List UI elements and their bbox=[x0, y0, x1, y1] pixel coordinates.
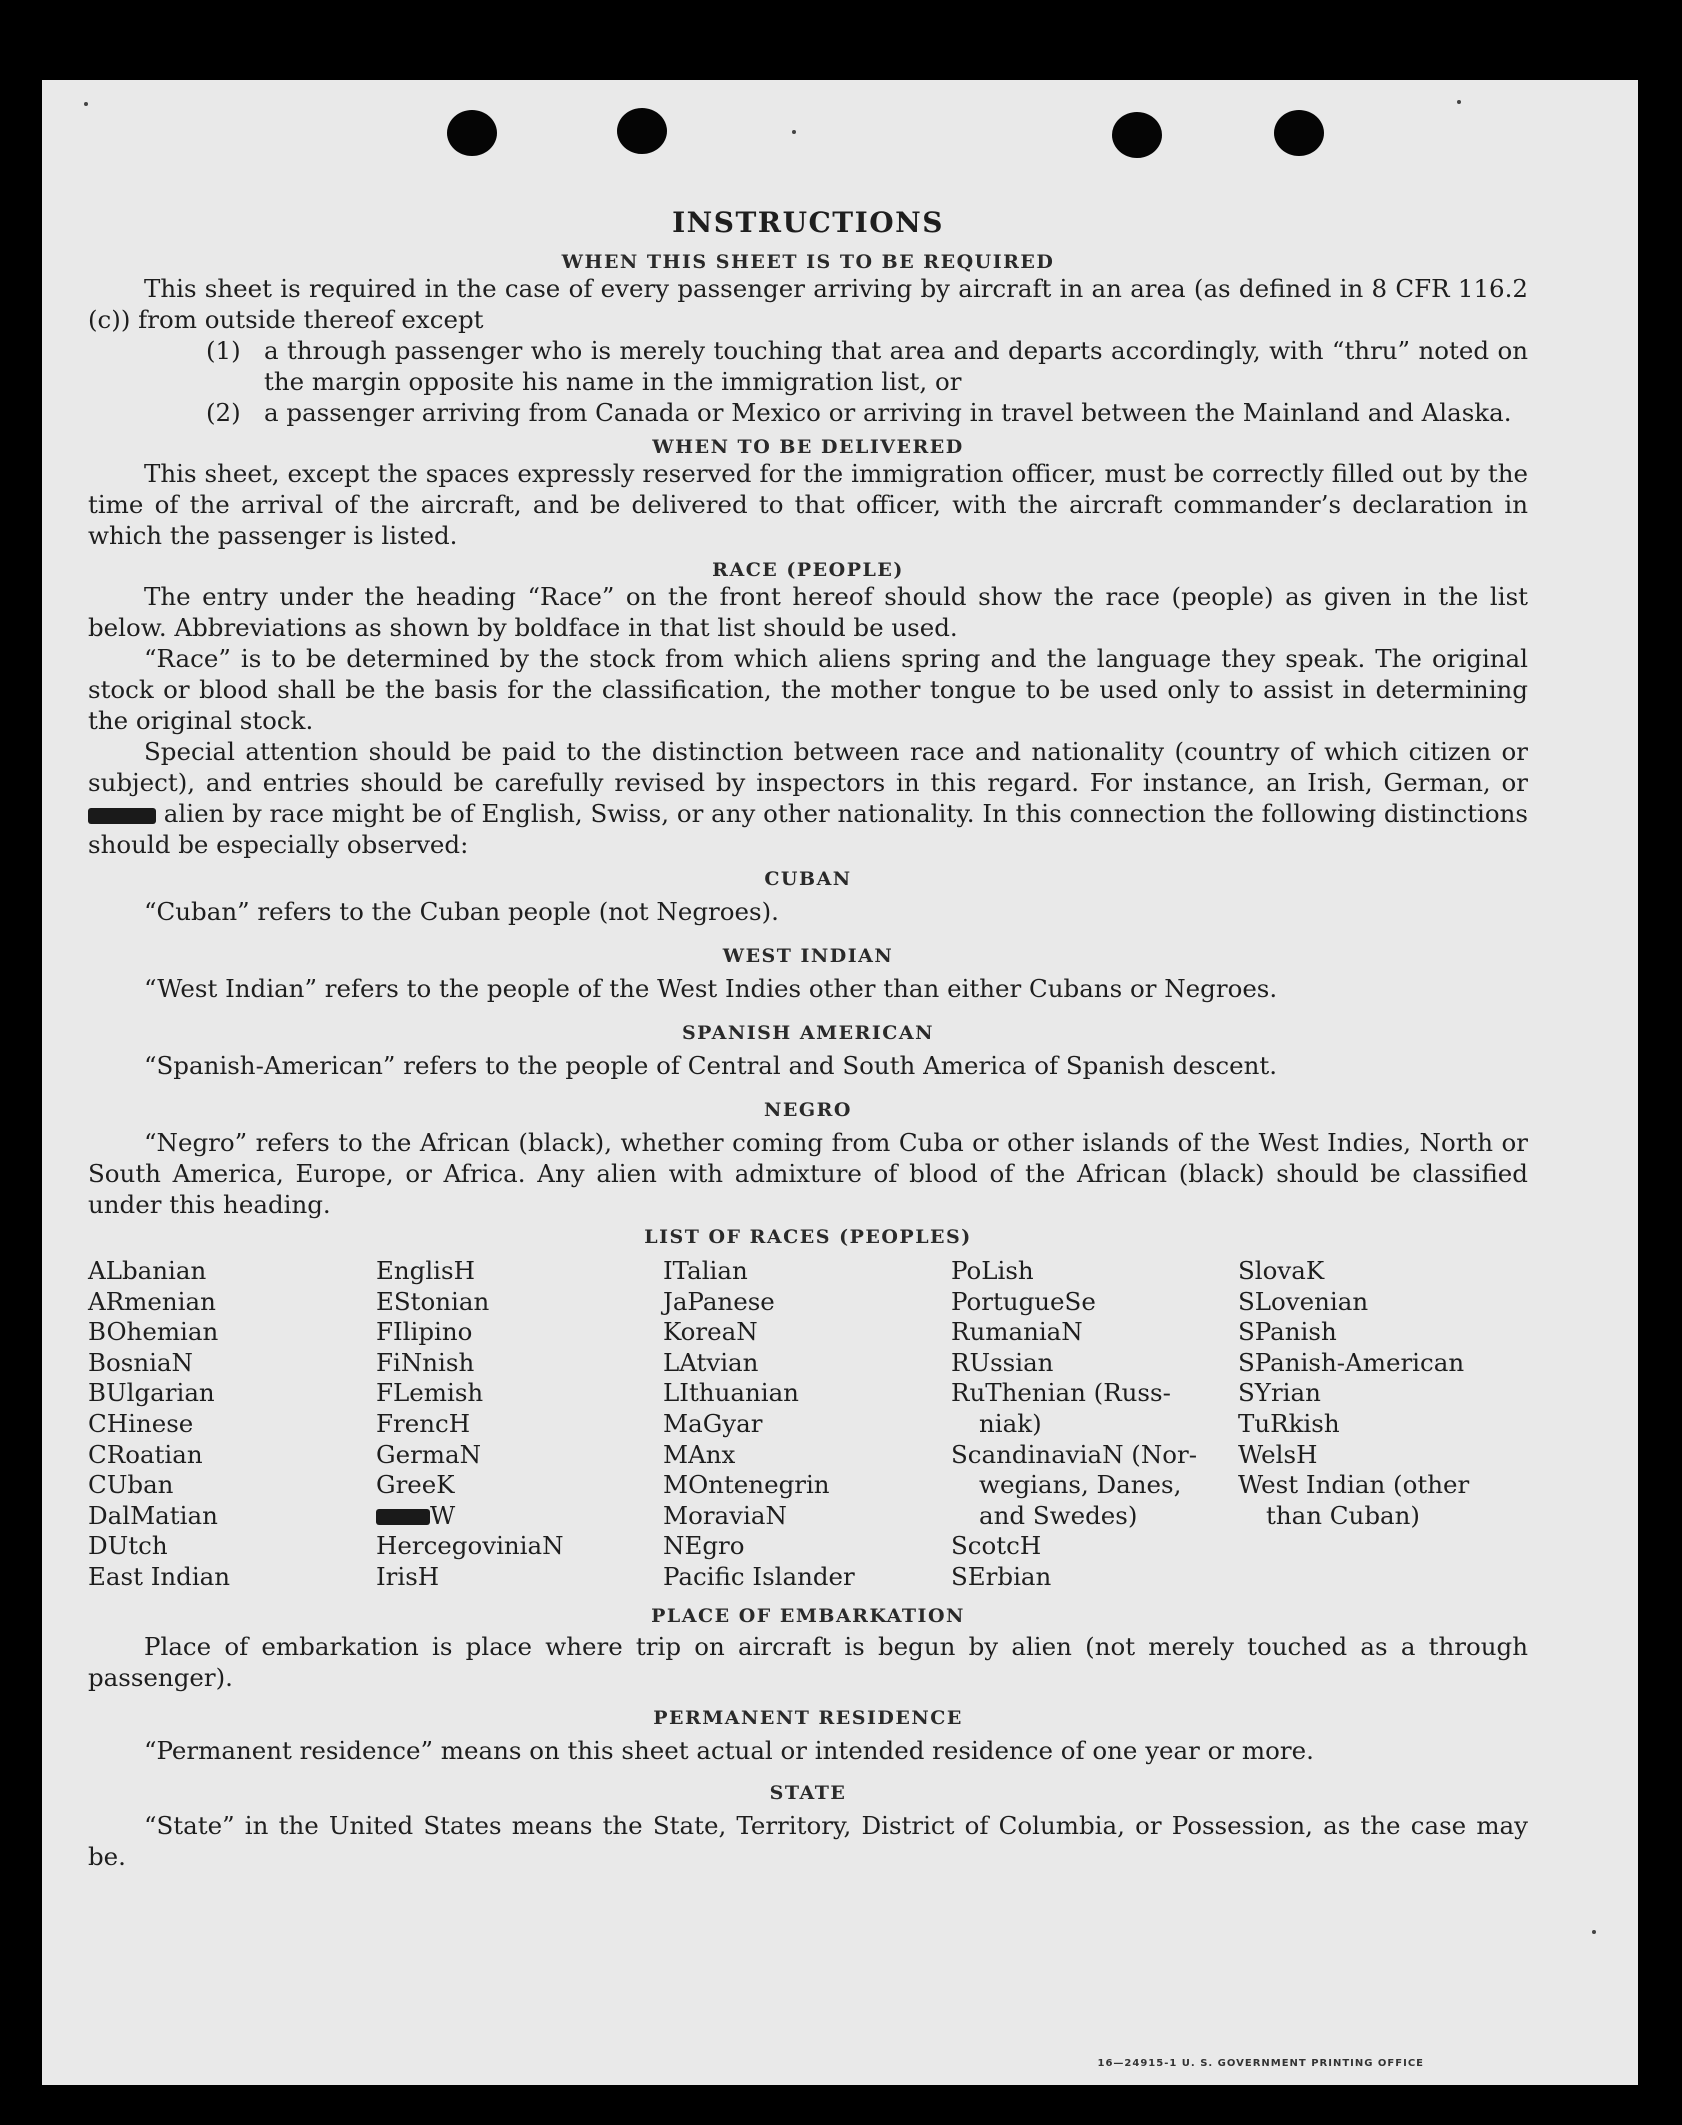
race-paragraph-3-start: Special attention should be paid to the distinction between race and nationality (country of which citizen or subject), and entries should be carefully revised by inspectors in this regard. For instance, an Irish, German, or bbox=[88, 737, 1528, 797]
cuban-text: “Cuban” refers to the Cuban people (not Negroes). bbox=[144, 897, 779, 926]
race-item: FiNnish bbox=[376, 1347, 475, 1377]
heading-when-required: WHEN THIS SHEET IS TO BE REQUIRED bbox=[561, 251, 1055, 273]
race-item: KoreaN bbox=[663, 1317, 758, 1347]
races-column bbox=[951, 1256, 1238, 1593]
heading-cuban: CUBAN bbox=[764, 868, 852, 890]
race-item: DalMatian bbox=[88, 1500, 218, 1530]
printing-office-footer: 16—24915-1 U. S. GOVERNMENT PRINTING OFFICE bbox=[1097, 2058, 1424, 2069]
speck bbox=[1592, 1930, 1596, 1934]
race-item: DUtch bbox=[88, 1531, 168, 1561]
exception-item bbox=[206, 397, 1528, 428]
race-item: LIthuanian bbox=[663, 1378, 799, 1408]
race-item: SlovaK bbox=[1238, 1256, 1325, 1285]
instructions-content bbox=[88, 206, 1528, 1872]
negro-text: “Negro” refers to the African (black), whether coming from Cuba or other islands of the West Indies, North or South America, Europe, or Africa. Any alien with admixture of blood of the African (black) should be classified under this heading. bbox=[88, 1128, 1528, 1219]
heading-when-delivered: WHEN TO BE DELIVERED bbox=[652, 436, 964, 458]
race-item: IrisH bbox=[376, 1561, 440, 1591]
exception-text: a passenger arriving from Canada or Mexico or arriving in travel between the Mainland and Alaska. bbox=[264, 398, 1512, 427]
race-item-suffix: W bbox=[430, 1500, 456, 1530]
heading-race: RACE (PEOPLE) bbox=[712, 559, 904, 581]
state-text: “State” in the United States means the State, Territory, District of Columbia, or Possession, as the case may be. bbox=[88, 1810, 1528, 1871]
race-item: CUban bbox=[88, 1470, 174, 1500]
race-item: GermaN bbox=[376, 1439, 482, 1469]
heading-embarkation: PLACE OF EMBARKATION bbox=[651, 1604, 965, 1627]
heading-list-of-races: LIST OF RACES (PEOPLES) bbox=[644, 1226, 972, 1248]
race-item: MoraviaN bbox=[663, 1500, 787, 1530]
race-item-redacted bbox=[376, 1501, 663, 1532]
redaction-mark bbox=[376, 1509, 430, 1525]
exception-text: a through passenger who is merely touching that area and departs accordingly, with “thru” noted on the margin opposite his name in the immigration list, or bbox=[264, 336, 1528, 396]
punch-hole bbox=[1274, 110, 1324, 156]
race-item: LAtvian bbox=[663, 1347, 759, 1377]
races-column bbox=[88, 1256, 376, 1593]
race-item: NEgro bbox=[663, 1531, 745, 1561]
permanent-residence-text: “Permanent residence” means on this sheet actual or intended residence of one year or more. bbox=[144, 1735, 1314, 1765]
race-item: GreeK bbox=[376, 1470, 455, 1500]
race-item: SPanish bbox=[1238, 1317, 1337, 1347]
race-item: WelsH bbox=[1238, 1439, 1318, 1469]
redaction-mark bbox=[88, 808, 156, 824]
race-item: SPanish-American bbox=[1238, 1347, 1465, 1377]
race-item: PoLish bbox=[951, 1256, 1034, 1285]
races-column bbox=[1238, 1256, 1528, 1593]
race-item: ARmenian bbox=[88, 1286, 216, 1316]
race-item: ScandinaviaN (Nor- bbox=[951, 1439, 1198, 1469]
race-item: CHinese bbox=[88, 1408, 194, 1438]
race-item: MaGyar bbox=[663, 1408, 763, 1438]
race-item: PortugueSe bbox=[951, 1286, 1096, 1316]
race-item: East Indian bbox=[88, 1561, 231, 1591]
exception-item bbox=[206, 335, 1528, 397]
race-item: RumaniaN bbox=[951, 1317, 1083, 1347]
race-item: MOntenegrin bbox=[663, 1470, 830, 1500]
when-required-intro: This sheet is required in the case of every passenger arriving by aircraft in an area (as defined in 8 CFR 116.2 (c)) from outside thereof except bbox=[88, 274, 1528, 334]
race-item: EStonian bbox=[376, 1286, 490, 1316]
race-item: BosniaN bbox=[88, 1347, 193, 1377]
race-item: RUssian bbox=[951, 1347, 1054, 1377]
heading-spanish-american: SPANISH AMERICAN bbox=[681, 1022, 935, 1044]
race-item: FrencH bbox=[376, 1408, 471, 1438]
punch-hole bbox=[1112, 112, 1162, 158]
speck bbox=[1457, 100, 1461, 104]
heading-west-indian: WEST INDIAN bbox=[722, 945, 894, 967]
speck bbox=[84, 102, 88, 106]
race-paragraph-3-end: alien by race might be of English, Swiss, or any other nationality. In this connection the following distinctions should be especially observed: bbox=[88, 799, 1528, 859]
heading-permanent-residence: PERMANENT RESIDENCE bbox=[653, 1706, 963, 1729]
spanish-american-text: “Spanish-American” refers to the people of Central and South America of Spanish descent. bbox=[144, 1051, 1278, 1080]
west-indian-text: “West Indian” refers to the people of the West Indies other than either Cubans or Negroes. bbox=[144, 974, 1278, 1003]
race-item: BOhemian bbox=[88, 1317, 219, 1347]
document-sheet bbox=[42, 80, 1638, 2085]
race-item: ScotcH bbox=[951, 1531, 1042, 1561]
race-item-continued: wegians, Danes, bbox=[979, 1470, 1182, 1500]
race-paragraph-1: The entry under the heading “Race” on the front hereof should show the race (people) as given in the list below. Abbreviations as shown by boldface in that list should be used. bbox=[88, 582, 1528, 642]
punch-hole bbox=[617, 108, 667, 154]
when-delivered-text: This sheet, except the spaces expressly reserved for the immigration officer, must be correctly filled out by the time of the arrival of the aircraft, and be delivered to that officer, with the aircraft commander’s declaration in which the passenger is listed. bbox=[88, 459, 1528, 550]
race-item: RuThenian (Russ- bbox=[951, 1378, 1171, 1408]
race-item-continued: and Swedes) bbox=[979, 1500, 1138, 1530]
page-title: INSTRUCTIONS bbox=[672, 206, 944, 239]
race-item: FIlipino bbox=[376, 1317, 473, 1347]
race-item: SYrian bbox=[1238, 1378, 1321, 1408]
exception-number: (1) bbox=[206, 336, 241, 365]
races-column bbox=[663, 1256, 951, 1593]
races-list bbox=[88, 1256, 1528, 1593]
race-item: ALbanian bbox=[88, 1256, 207, 1285]
race-item: Pacific Islander bbox=[663, 1561, 855, 1591]
heading-state: STATE bbox=[769, 1781, 847, 1804]
race-item: JaPanese bbox=[663, 1286, 775, 1316]
race-paragraph-3 bbox=[88, 736, 1528, 860]
race-paragraph-2: “Race” is to be determined by the stock from which aliens spring and the language they speak. The original stock or blood shall be the basis for the classification, the mother tongue to be used only to assist in determining the original stock. bbox=[88, 644, 1528, 735]
race-item: EnglisH bbox=[376, 1256, 475, 1285]
speck bbox=[792, 130, 796, 134]
race-item: West Indian (other bbox=[1238, 1470, 1470, 1500]
punch-hole bbox=[447, 110, 497, 156]
race-item: CRoatian bbox=[88, 1439, 203, 1469]
heading-negro: NEGRO bbox=[764, 1099, 852, 1121]
race-item: FLemish bbox=[376, 1378, 484, 1408]
race-item: MAnx bbox=[663, 1439, 736, 1469]
race-item: TuRkish bbox=[1238, 1408, 1340, 1438]
race-item: ITalian bbox=[663, 1256, 748, 1285]
race-item: SLovenian bbox=[1238, 1286, 1369, 1316]
race-item-continued: than Cuban) bbox=[1266, 1500, 1420, 1530]
exception-number: (2) bbox=[206, 398, 241, 427]
embarkation-text: Place of embarkation is place where trip on aircraft is begun by alien (not merely touched as a through passenger). bbox=[88, 1631, 1528, 1692]
races-column bbox=[376, 1256, 663, 1593]
race-item: HercegoviniaN bbox=[376, 1531, 564, 1561]
race-item: SErbian bbox=[951, 1561, 1052, 1591]
race-item-continued: niak) bbox=[979, 1408, 1042, 1438]
race-item: BUlgarian bbox=[88, 1378, 215, 1408]
